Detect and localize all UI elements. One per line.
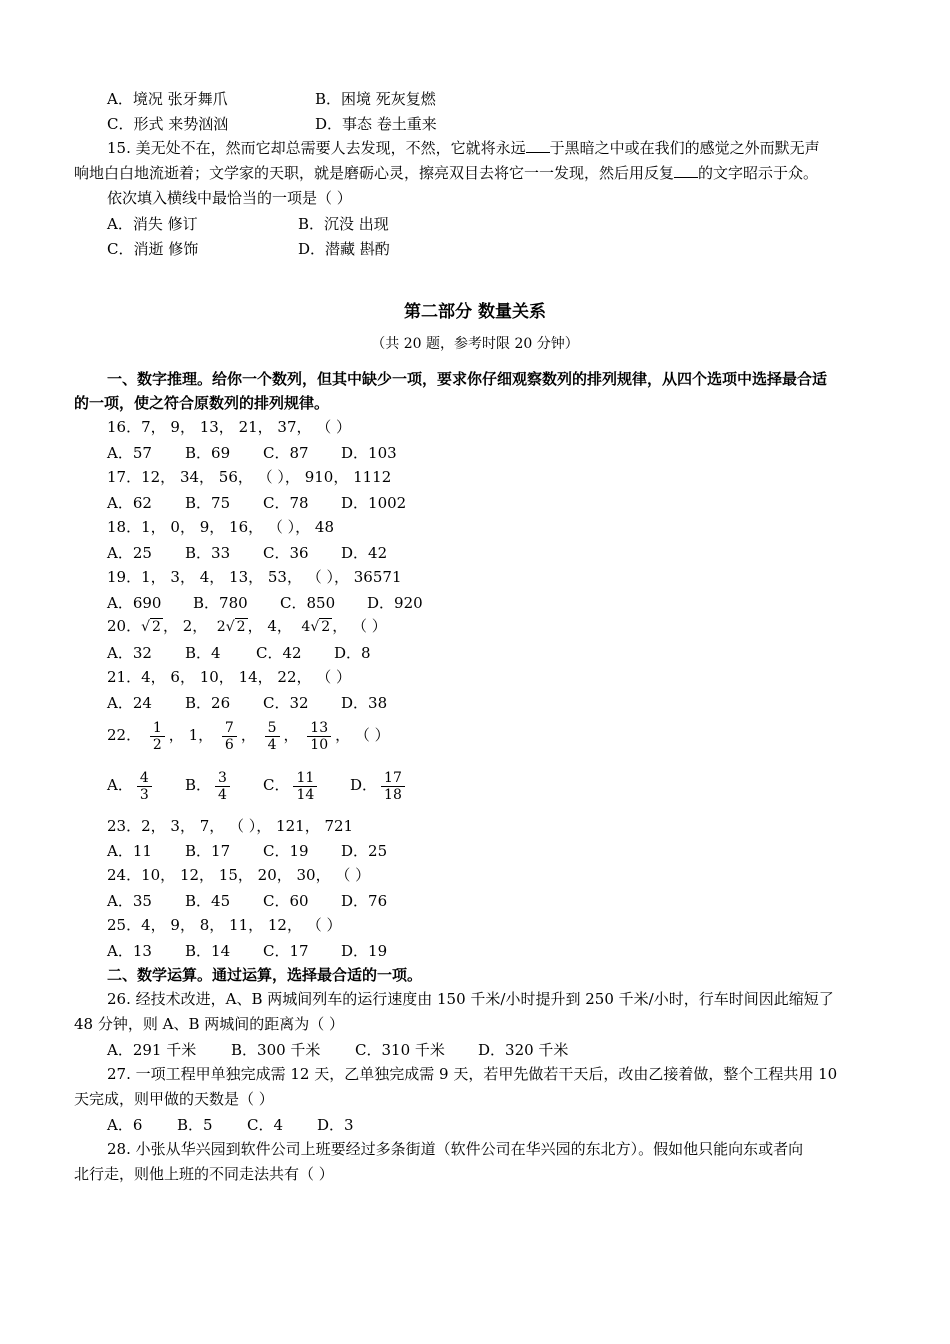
fraction-option-b (215, 770, 230, 803)
q27-line-2: 天完成，则甲做的天数是（ ） (74, 1090, 274, 1108)
fraction-denominator: 3 (139, 786, 149, 803)
q22-option-c (263, 766, 321, 804)
q23-option-c: C．19 (263, 842, 309, 860)
q26-line-2: 48 分钟，则 A、B 两城间的距离为（ ） (74, 1015, 345, 1033)
sqrt-radicand-1: 2 (152, 619, 161, 635)
q20-end: ， （ ） (332, 617, 387, 635)
q26-option-a: A．291 千米 (107, 1041, 197, 1059)
sqrt-term-1: √ 2 (141, 619, 161, 635)
q26-option-b: B．300 千米 (231, 1041, 321, 1059)
q19-option-d: D．920 (367, 594, 423, 612)
q24-option-a: A．35 (107, 892, 152, 910)
fraction-denominator: 18 (384, 786, 402, 803)
option-letter: A． (107, 776, 133, 794)
q21-option-b: B．26 (185, 694, 231, 712)
q22-option-d (350, 766, 409, 804)
option-letter: C． (263, 776, 290, 794)
part1-heading-line2: 的一项，使之符合原数列的排列规律。 (74, 394, 330, 412)
q27-option-c: C．4 (247, 1116, 284, 1134)
fraction-2 (222, 720, 237, 753)
sqrt-term-2: 2√ 2 (216, 619, 246, 635)
q18-option-b: B．33 (185, 544, 231, 562)
q17-option-a: A．62 (107, 494, 152, 512)
fraction-option-d (381, 770, 405, 803)
q21-option-a: A．24 (107, 694, 152, 712)
q24-stem: 24．10， 12， 15， 20， 30， （ ） (107, 866, 371, 884)
option-letter: B． (185, 776, 212, 794)
q22-number: 22． (107, 726, 142, 744)
q14-option-b: B．困境 死灰复燃 (315, 90, 436, 108)
sqrt-radicand-3: 2 (321, 619, 331, 635)
q27-line-1: 27. 一项工程甲单独完成需 12 天，乙单独完成需 9 天，若甲先做若干天后，改由乙接着做，整个工程共用 10 (107, 1065, 838, 1083)
q19-option-c: C．850 (280, 594, 336, 612)
q26-line-1: 26. 经技术改进，A、B 两城间列车的运行速度由 150 千米/小时提升到 250 千米/小时，行车时间因此缩短了 (107, 990, 834, 1008)
q27-option-d: D．3 (317, 1116, 354, 1134)
q25-option-d: D．19 (341, 942, 388, 960)
part2-heading: 二、数学运算。通过运算，选择最合适的一项。 (107, 966, 423, 984)
q16-option-a: A．57 (107, 444, 152, 462)
part1-heading-line1: 一、数字推理。给你一个数列，但其中缺少一项，要求你仔细观察数列的排列规律，从四个选项中选择最合适 (107, 370, 828, 388)
fraction-numerator: 5 (265, 720, 280, 737)
q20-sep-1: ， 2， (162, 617, 208, 635)
q15-option-a: A．消失 修订 (107, 215, 198, 233)
q20-option-d: D．8 (334, 644, 371, 662)
q23-option-a: A．11 (107, 842, 152, 860)
fraction-option-a (137, 770, 152, 803)
q16-option-c: C．87 (263, 444, 309, 462)
q15-text-1a: 15. 美无处不在，然而它却总需要人去发现，不然，它就将永远 (107, 139, 526, 157)
q15-line-1 (107, 137, 820, 159)
q15-instruction: 依次填入横线中最恰当的一项是（ ） (107, 189, 352, 207)
q18-option-c: C．36 (263, 544, 309, 562)
q19-option-b: B．780 (193, 594, 248, 612)
q17-option-b: B．75 (185, 494, 231, 512)
q14-option-c: C．形式 来势汹汹 (107, 115, 229, 133)
q28-line-2: 北行走，则他上班的不同走法共有（ ） (74, 1165, 334, 1183)
q18-stem: 18．1， 0， 9， 16， （ ）， 48 (107, 518, 335, 536)
q15-option-d: D．潜藏 斟酌 (298, 240, 390, 258)
fraction-denominator: 2 (152, 736, 162, 753)
q20-stem (107, 615, 387, 638)
q22-option-a (107, 766, 156, 804)
q23-option-b: B．17 (185, 842, 231, 860)
q22-end: ， （ ） (335, 726, 390, 744)
fraction-4 (307, 720, 331, 753)
q22-sep-1: ， 1， (168, 726, 214, 744)
q15-blank-1 (526, 138, 550, 153)
fraction-3 (265, 720, 280, 753)
q15-text-1b: 于黑暗之中或在我们的感觉之外而默无声 (549, 139, 820, 157)
q27-option-b: B．5 (177, 1116, 213, 1134)
fraction-1 (150, 720, 165, 753)
q16-option-d: D．103 (341, 444, 397, 462)
q22-stem: 22． $\frac{1}{2}$ ， 1， $\frac{7}{6}$ ， $\frac{5}{4}$ ， $\frac{13}{10}$ ， （ ） (107, 719, 390, 753)
q25-stem: 25．4， 9， 8， 11， 12， （ ） (107, 916, 342, 934)
q25-option-c: C．17 (263, 942, 309, 960)
q17-option-c: C．78 (263, 494, 309, 512)
q21-option-c: C．32 (263, 694, 309, 712)
q16-option-b: B．69 (185, 444, 231, 462)
sqrt-term-3: 4√ 2 (301, 619, 331, 635)
fraction-denominator: 4 (267, 736, 277, 753)
q28-line-1: 28. 小张从华兴园到软件公司上班要经过多条街道（软件公司在华兴园的东北方）。假如他只能向东或者向 (107, 1140, 804, 1158)
fraction-numerator: 4 (137, 770, 152, 787)
q21-stem: 21．4， 6， 10， 14， 22， （ ） (107, 668, 352, 686)
q21-option-d: D．38 (341, 694, 388, 712)
fraction-denominator: 14 (296, 786, 315, 803)
sqrt-coef-2: 2 (216, 619, 226, 635)
section-title: 第二部分 数量关系 (404, 302, 546, 322)
fraction-numerator: 13 (307, 720, 331, 737)
q15-option-c: C．消逝 修饰 (107, 240, 199, 258)
q24-option-b: B．45 (185, 892, 231, 910)
q20-option-a: A．32 (107, 644, 152, 662)
sqrt-radicand-2: 2 (236, 619, 246, 635)
q17-option-d: D．1002 (341, 494, 407, 512)
q17-stem: 17．12， 34， 56， （ ）， 910， 1112 (107, 468, 392, 486)
q22-option-b (185, 766, 234, 804)
q27-option-a: A．6 (107, 1116, 143, 1134)
fraction-denominator: 6 (224, 736, 234, 753)
q18-option-d: D．42 (341, 544, 388, 562)
q20-number: 20． (107, 617, 142, 635)
q25-option-a: A．13 (107, 942, 152, 960)
fraction-option-c (293, 770, 317, 803)
q24-option-d: D．76 (341, 892, 388, 910)
q15-text-2a: 响地白白地流逝着；文学家的天职，就是磨砺心灵，擦亮双目去将它一一发现，然后用反复 (74, 164, 675, 182)
section-subtitle: （共 20 题，参考时限 20 分钟） (371, 336, 579, 352)
q15-blank-2 (674, 163, 698, 178)
q19-stem: 19．1， 3， 4， 13， 53， （ ）， 36571 (107, 568, 402, 586)
q24-option-c: C．60 (263, 892, 309, 910)
q16-stem: 16．7， 9， 13， 21， 37， （ ） (107, 418, 352, 436)
q20-option-c: C．42 (256, 644, 302, 662)
q14-option-a: A．境况 张牙舞爪 (107, 90, 228, 108)
q14-option-d: D．事态 卷土重来 (315, 115, 437, 133)
sqrt-coef-3: 4 (301, 619, 311, 635)
q15-line-2 (74, 162, 818, 184)
fraction-numerator: 3 (215, 770, 230, 787)
fraction-numerator: 17 (381, 770, 405, 787)
fraction-denominator: 10 (310, 736, 329, 753)
q23-option-d: D．25 (341, 842, 388, 860)
q20-sep-2: ， 4， (247, 617, 292, 635)
q18-option-a: A．25 (107, 544, 152, 562)
q23-stem: 23．2， 3， 7， （ ）， 121， 721 (107, 817, 354, 835)
q15-text-2b: 的文字昭示于众。 (698, 164, 819, 182)
q26-option-c: C．310 千米 (355, 1041, 445, 1059)
q25-option-b: B．14 (185, 942, 231, 960)
fraction-numerator: 11 (293, 770, 317, 787)
fraction-numerator: 7 (222, 720, 237, 737)
q20-option-b: B．4 (185, 644, 221, 662)
q19-option-a: A．690 (107, 594, 162, 612)
q26-option-d: D．320 千米 (478, 1041, 569, 1059)
fraction-numerator: 1 (150, 720, 165, 737)
q15-option-b: B．沉没 出现 (298, 215, 389, 233)
fraction-denominator: 4 (218, 786, 227, 803)
option-letter: D． (350, 776, 378, 794)
